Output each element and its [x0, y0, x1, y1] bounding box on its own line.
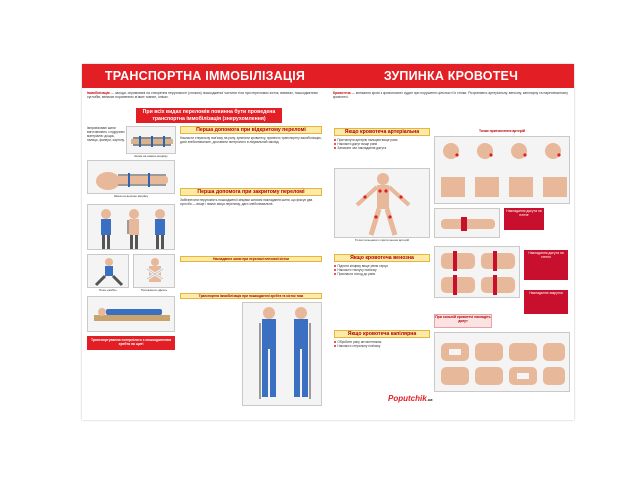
stretcher-icon: [88, 297, 176, 333]
immobilization-section: [82, 64, 328, 420]
twist-tourniquet-label: Накладання закрутки: [524, 290, 568, 314]
bleeding-intro: [333, 91, 569, 107]
spine-transport-note: Транспортування потерпілого з пошкодженням хребта на щиті: [87, 336, 175, 350]
venous-heading: Якщо кровотеча венозна: [334, 254, 430, 262]
arm-splint-icon: [88, 161, 176, 195]
publisher-logo: [388, 394, 432, 403]
spine-pelvis-text: [180, 302, 240, 402]
caption-dezo: Положення «Дезо»: [140, 288, 168, 292]
body-caption: Точки пальцевого притиснення артерій: [354, 238, 410, 242]
body-pressure-points: [334, 168, 430, 238]
closed-fracture-heading: Перша допомога при закритому переломі: [180, 188, 322, 196]
tourniquet-shoulder-label: Накладання джгута на плече: [504, 208, 544, 230]
improvised-splints-text: Імпровізовані шини виготовляють з підручних матеріалів: дощок, палиць, фанери, картону.: [87, 126, 125, 142]
pressure-points-heading: Точки притиснення артерій: [434, 128, 570, 135]
limb-tourniquet-illustration: [434, 246, 520, 298]
arm-splint-illustration: [87, 160, 175, 194]
standing-figures-icon: [88, 205, 176, 251]
logo-text: Poputchik: [388, 394, 427, 403]
open-fracture-text: Накласти стерильну пов'язку на рану, зупинити кровотечу, провести транспортну іммобілізацію, дати знеболювальне, доставити потерпілого в лікувальний заклад.: [180, 136, 322, 144]
spine-pelvis-strip: Транспортна іммобілізація при пошкодженні хребта та кісток таза: [180, 293, 322, 299]
closed-fracture-text: Забезпечити нерухомість пошкодженої кінцівки шляхом накладання шини, що фіксує два суглоби — вище і нижче місця перелому, дати знеболювальне.: [180, 198, 313, 206]
intro-label: Іммобілізація: [87, 91, 110, 95]
tourniquet-icon: [435, 209, 501, 239]
immobilization-rule-banner: При всіх видах переломів повинна бути проведена транспортна іммобілізація (знерухомлення): [136, 108, 282, 123]
figures-illustration: [87, 204, 175, 250]
tourniquet-illustration: [434, 208, 500, 238]
venous-item: Накласти тиснучу пов'язку: [334, 268, 430, 272]
bleeding-intro-label: Кровотеча: [333, 91, 351, 95]
pressure-steps-icon: [435, 137, 571, 205]
body-outline-icon: [335, 169, 431, 239]
caption-frog-pose: Поза «жаби»: [98, 288, 118, 292]
hand-bandage-icon: [435, 333, 571, 393]
capillary-heading: Якщо кровотеча капілярна: [334, 330, 430, 338]
frog-pose-icon: [88, 255, 130, 289]
poster: [82, 64, 574, 420]
open-fracture-heading: Перша допомога при відкритому переломі: [180, 126, 322, 134]
bleeding-intro-text: — витікання крові з кровоносних судин при порушенні цілісності їх стінки. Розрізняють артеріальну, венозну, капілярну та паренхіматозну кровотечі.: [333, 91, 568, 100]
capillary-item: Обробити рану антисептиком: [334, 340, 430, 344]
venous-item: Прикласти холод до рани: [334, 272, 430, 276]
strong-bleeding-note: При сильній кровотечі накладіть джгут: [434, 314, 492, 328]
hands-illustration: [434, 332, 570, 392]
capillary-item: Накласти стерильну пов'язку: [334, 344, 430, 348]
full-body-splint-icon: [243, 303, 323, 407]
intro-text: — заходи, спрямовані на створення нерухомості (спокою) пошкодженої частини тіла при переломах кісток, вивихах, пошкодженнях суглобів, великих пораненнях м'яких тканин, опіках.: [87, 91, 318, 100]
arterial-heading: Якщо кровотеча артеріальна: [334, 128, 430, 136]
caption-lower-limb: Шина на нижню кінцівку: [134, 154, 168, 158]
arterial-item: Записати час накладання джгута: [334, 146, 430, 150]
dezo-bandage-icon: [134, 255, 176, 289]
bleeding-title: ЗУПИНКА КРОВОТЕЧ: [328, 64, 574, 88]
shoulder-splint-strip: Накладання шини при переломі плечової кістки: [180, 256, 322, 262]
immobilization-title: ТРАНСПОРТНА ІММОБІЛІЗАЦІЯ: [82, 64, 328, 88]
dezo-illustration: [133, 254, 175, 288]
limb-steps-icon: [435, 247, 521, 299]
leg-splint-icon: [127, 127, 177, 155]
stretcher-illustration: [87, 296, 175, 332]
body-splint-illustration: [242, 302, 322, 406]
pressure-grid: [434, 136, 570, 204]
immobilization-intro: [87, 91, 323, 107]
arterial-item: Накласти джгут вище рани: [334, 142, 430, 146]
frog-pose-illustration: [87, 254, 129, 288]
capillary-list: [334, 340, 430, 370]
shoulder-splint-text: [180, 264, 322, 290]
splint-illustration-1: [126, 126, 176, 154]
logo-suffix: .ua: [426, 397, 433, 402]
arterial-item: Притиснути артерію пальцем вище рани: [334, 138, 430, 142]
caption-upper-limb: Шина на верхню кінцівку: [113, 194, 149, 198]
venous-item: Підняти кінцівку вище рівня серця: [334, 264, 430, 268]
arterial-list: [334, 138, 430, 168]
venous-list: [334, 264, 430, 300]
tourniquet-thigh-label: Накладання джгута на стегно: [524, 250, 568, 280]
bleeding-section: [328, 64, 574, 420]
